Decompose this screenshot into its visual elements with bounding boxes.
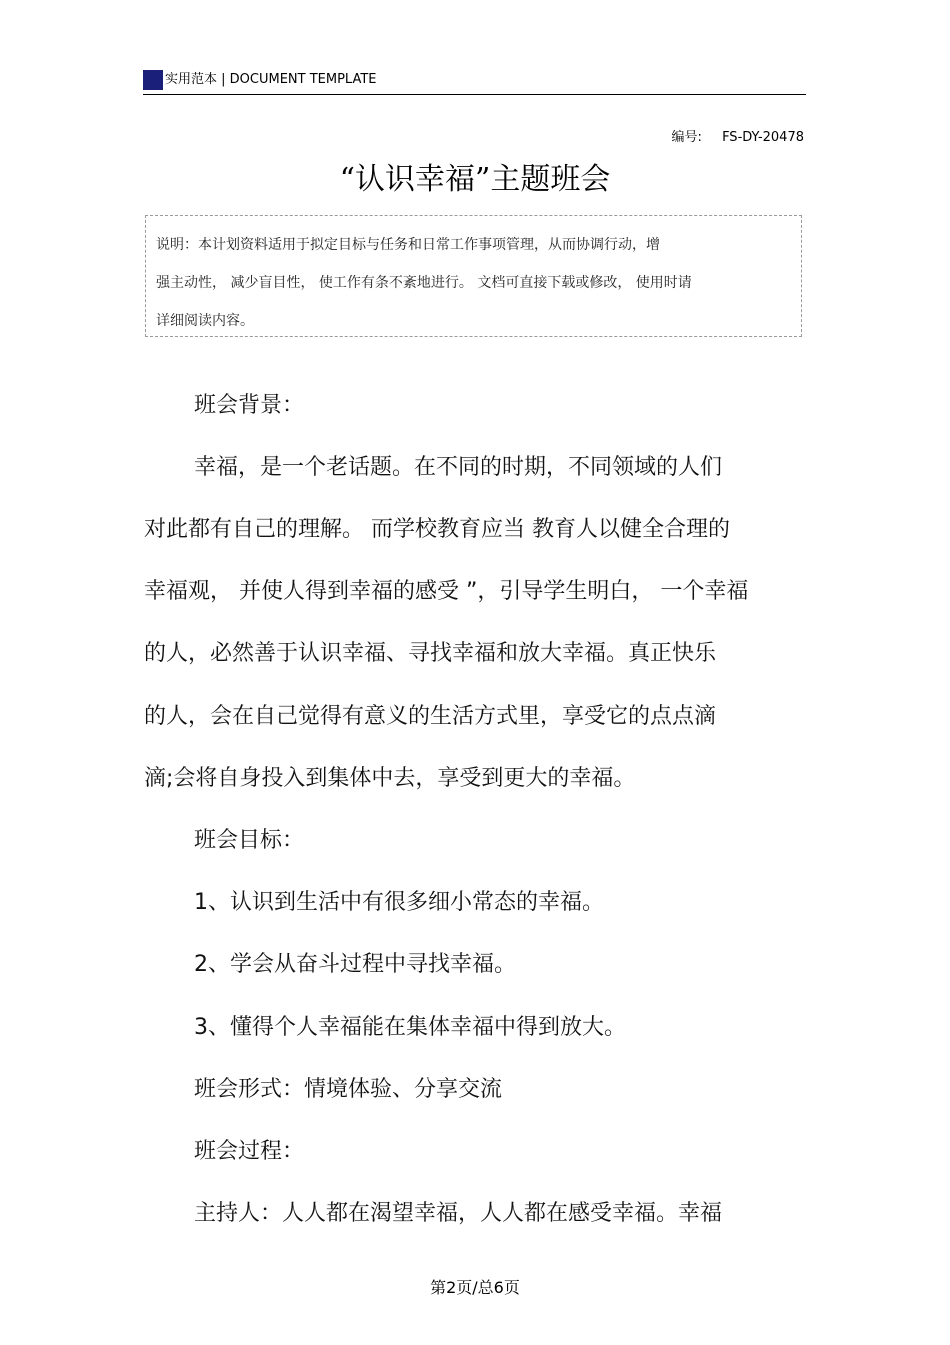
section-heading-goals: 班会目标： <box>194 828 305 853</box>
paragraph-line: 主持人：人人都在渴望幸福，人人都在感受幸福。幸福 <box>194 1201 723 1226</box>
document-number <box>672 126 804 145</box>
paragraph-line: 的人，必然善于认识幸福、寻找幸福和放大幸福。真正快乐 <box>144 641 717 666</box>
goal-item: 1、认识到生活中有很多细小常态的幸福。 <box>194 890 604 915</box>
page-header <box>143 70 806 95</box>
paragraph-line: 的人，会在自己觉得有意义的生活方式里，享受它的点点滴 <box>144 704 717 729</box>
goal-item: 2、学会从奋斗过程中寻找幸福。 <box>194 952 516 977</box>
paragraph-line: 幸福观， 并使人得到幸福的感受 ”，引导学生明白， 一个幸福 <box>144 579 749 604</box>
section-heading-background: 班会背景： <box>194 393 305 418</box>
header-brand-text: 实用范本 | DOCUMENT TEMPLATE <box>165 72 377 87</box>
document-number-value: FS-DY-20478 <box>722 130 804 145</box>
paragraph-line: 幸福，是一个老话题。在不同的时期，不同领域的人们 <box>194 455 723 480</box>
paragraph-line: 对此都有自己的理解。 而学校教育应当 教育人以健全合理的 <box>144 517 730 542</box>
section-heading-format: 班会形式：情境体验、分享交流 <box>194 1077 503 1102</box>
section-heading-process: 班会过程： <box>194 1139 305 1164</box>
description-line: 详细阅读内容。 <box>156 313 254 329</box>
page-indicator: 第2页/总6页 <box>430 1278 520 1297</box>
goal-item: 3、懂得个人幸福能在集体幸福中得到放大。 <box>194 1015 626 1040</box>
description-line: 说明：本计划资料适用于拟定目标与任务和日常工作事项管理，从而协调行动，增 <box>156 237 660 253</box>
document-title: “认识幸福”主题班会 <box>339 162 611 197</box>
description-box <box>145 215 802 337</box>
logo-square-icon <box>143 70 163 90</box>
description-line: 强主动性， 减少盲目性， 使工作有条不紊地进行。 文档可直接下载或修改， 使用时请 <box>156 275 692 291</box>
paragraph-line: 滴;会将自身投入到集体中去，享受到更大的幸福。 <box>144 766 636 791</box>
document-number-label: 编号: <box>671 130 702 145</box>
